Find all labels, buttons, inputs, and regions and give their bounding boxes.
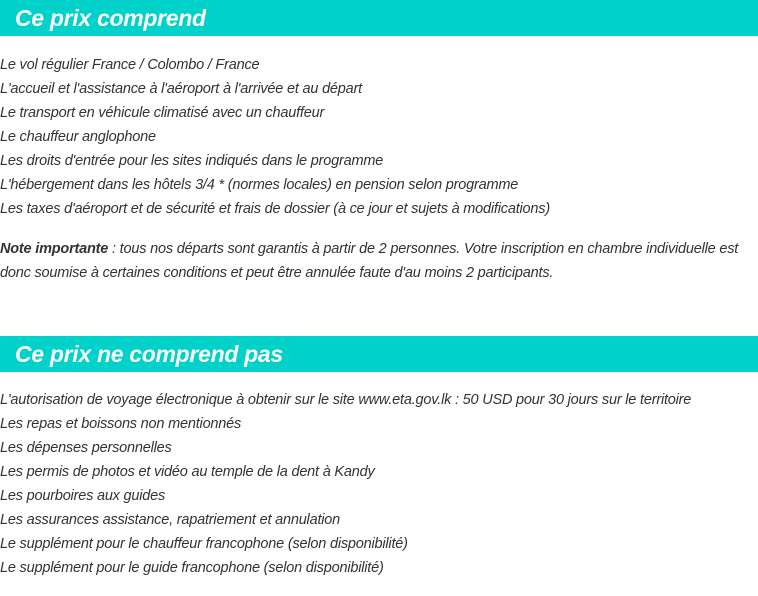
list-item: L'autorisation de voyage électronique à obtenir sur le site www.eta.gov.lk : 50 USD pour 30 jours sur le territoire (0, 392, 692, 408)
price-excludes-title: Ce prix ne comprend pas (15, 340, 283, 367)
list-item: Le vol régulier France / Colombo / France (0, 57, 260, 73)
list-item: Les taxes d'aéroport et de sécurité et frais de dossier (à ce jour et sujets à modifications) (0, 201, 550, 217)
list-item: Les assurances assistance, rapatriement et annulation (0, 512, 341, 528)
list-item: Le supplément pour le guide francophone (selon disponibilité) (0, 560, 384, 576)
price-excludes-section (0, 336, 758, 580)
important-note-label: Note importante (0, 241, 109, 257)
price-excludes-list (0, 388, 758, 580)
price-includes-header (0, 0, 758, 36)
price-excludes-header (0, 336, 758, 372)
list-item: Les permis de photos et vidéo au temple de la dent à Kandy (0, 464, 375, 480)
list-item: Les droits d'entrée pour les sites indiqués dans le programme (0, 153, 384, 169)
list-item: L'hébergement dans les hôtels 3/4 * (normes locales) en pension selon programme (0, 177, 519, 193)
list-item: Les repas et boissons non mentionnés (0, 416, 242, 432)
list-item: Les pourboires aux guides (0, 488, 166, 504)
list-item: Le supplément pour le chauffeur francophone (selon disponibilité) (0, 536, 408, 552)
important-note-text: : tous nos départs sont garantis à partir de 2 personnes. Votre inscription en chambre individuelle est donc soumise à certaines conditions et peut être annulée faute d'au moins 2 participants. (0, 241, 739, 281)
price-includes-list (0, 53, 758, 221)
price-includes-title: Ce prix comprend (15, 4, 206, 31)
list-item: Le chauffeur anglophone (0, 129, 156, 145)
important-note (0, 237, 752, 285)
list-item: Les dépenses personnelles (0, 440, 172, 456)
list-item: L'accueil et l'assistance à l'aéroport à l'arrivée et au départ (0, 81, 362, 97)
price-includes-section (0, 0, 758, 285)
list-item: Le transport en véhicule climatisé avec un chauffeur (0, 105, 325, 121)
